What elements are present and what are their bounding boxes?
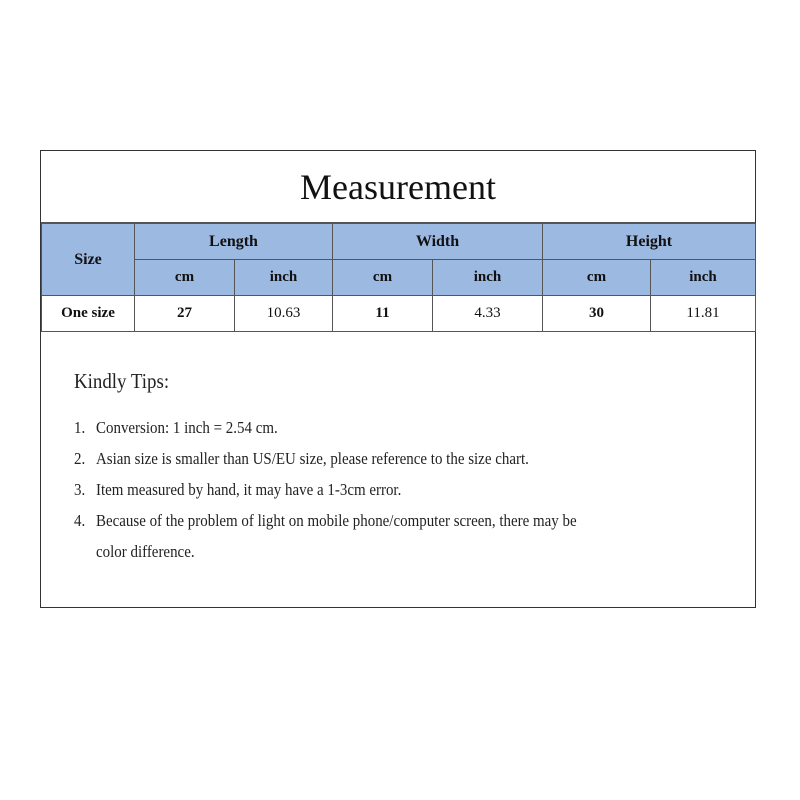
item-text: Asian size is smaller than US/EU size, please reference to the size chart. [96,449,529,468]
list-item [74,474,708,505]
size-header: Size [42,224,135,296]
chart-title: Measurement [41,151,755,223]
height-header: Height [543,224,756,260]
list-item [74,412,708,443]
unit-cell: inch [235,260,333,296]
size-table [41,223,756,332]
list-item [74,443,708,474]
unit-cell: cm [543,260,651,296]
unit-cell: cm [333,260,433,296]
item-number: 1. [74,418,86,437]
item-number: 4. [74,511,86,530]
value-cell: 30 [543,296,651,332]
item-text: Item measured by hand, it may have a 1-3cm error. [96,480,402,499]
tips-title: Kindly Tips: [74,369,170,393]
table-unit-row [42,260,756,296]
table-row [42,296,756,332]
value-cell: 11.81 [651,296,756,332]
table-header-row [42,224,756,260]
length-header: Length [135,224,333,260]
item-number: 3. [74,480,86,499]
value-cell: 11 [333,296,433,332]
value-cell: 10.63 [235,296,333,332]
kindly-tips [74,369,714,567]
size-chart-frame [40,150,756,608]
unit-cell: inch [433,260,543,296]
item-text: Conversion: 1 inch = 2.54 cm. [96,418,278,437]
item-number: 2. [74,449,86,468]
row-label: One size [42,296,135,332]
value-cell: 27 [135,296,235,332]
unit-cell: cm [135,260,235,296]
item-text: Because of the problem of light on mobile phone/computer screen, there may be color difference. [96,511,577,561]
width-header: Width [333,224,543,260]
value-cell: 4.33 [433,296,543,332]
tips-list [74,412,714,567]
unit-cell: inch [651,260,756,296]
list-item [74,505,708,567]
